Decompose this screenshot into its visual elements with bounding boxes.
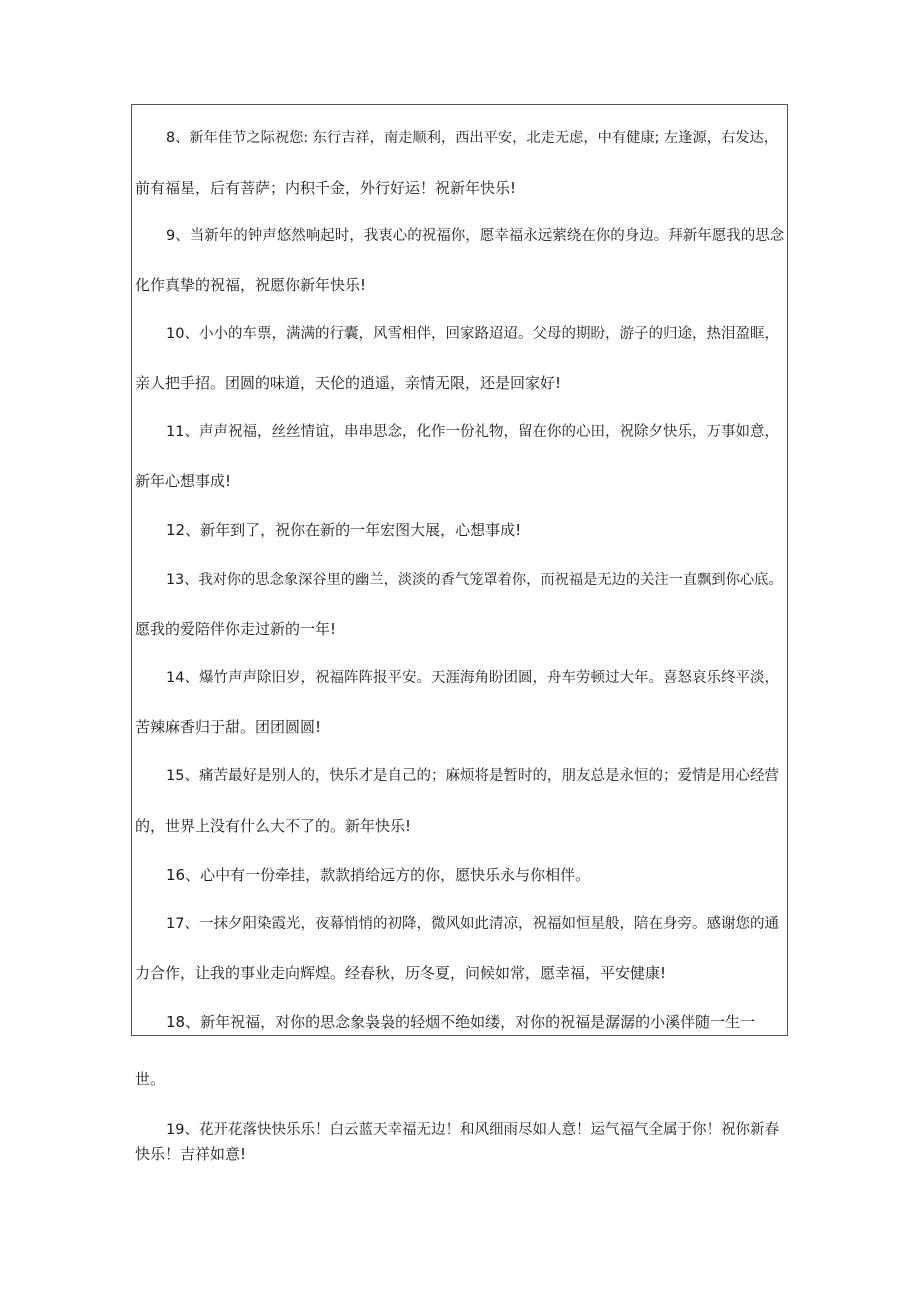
paragraph-8-line-1: 8、新年佳节之际祝您: 东行吉祥，南走顺利，西出平安，北走无虑，中有健康; 左逢源，右发达，: [166, 130, 778, 146]
paragraph-15-line-2: 的，世界上没有什么大不了的。新年快乐!: [135, 817, 412, 835]
paragraph-17-line-2: 力合作，让我的事业走向辉煌。经春秋，历冬夏，问候如常，愿幸福，平安健康!: [135, 964, 667, 982]
paragraph-12-line-1: 12、新年到了，祝你在新的一年宏图大展，心想事成!: [166, 521, 522, 539]
paragraph-13-line-1: 13、我对你的思念象深谷里的幽兰，淡淡的香气笼罩着你，而祝福是无边的关注一直飘到你心底。: [166, 572, 783, 588]
paragraph-8-line-2: 前有福星，后有菩萨；内积千金，外行好运！祝新年快乐!: [135, 179, 517, 197]
paragraph-19-line-1: 19、花开花落快快乐乐！白云蓝天幸福无边！和风细雨尽如人意！运气福气全属于你！祝你新春: [166, 1122, 779, 1138]
paragraph-9-line-2: 化作真挚的祝福，祝愿你新年快乐!: [135, 276, 367, 294]
paragraph-18-line-2: 世。: [135, 1070, 166, 1088]
paragraph-17-line-1: 17、一抹夕阳染霞光，夜幕悄悄的初降，微风如此清凉，祝福如恒星般，陪在身旁。感谢您的通: [166, 916, 779, 932]
paragraph-10-line-1: 10、小小的车票，满满的行囊，风雪相伴，回家路迢迢。父母的期盼，游子的归途，热泪盈眶，: [166, 326, 779, 342]
paragraph-11-line-1: 11、声声祝福，丝丝情谊，串串思念，化作一份礼物，留在你的心田，祝除夕快乐，万事如意，: [166, 424, 779, 440]
paragraph-14-line-2: 苦辣麻香归于甜。团团圆圆!: [135, 718, 322, 736]
paragraph-9-line-1: 9、当新年的钟声悠然响起时，我衷心的祝福你，愿幸福永远萦绕在你的身边。拜新年愿我的思念: [166, 228, 785, 244]
paragraph-15-line-1: 15、痛苦最好是别人的，快乐才是自己的；麻烦将是暂时的，朋友总是永恒的；爱情是用心经营: [166, 768, 779, 784]
paragraph-13-line-2: 愿我的爱陪伴你走过新的一年!: [135, 620, 337, 638]
paragraph-18-line-1: 18、新年祝福，对你的思念象袅袅的轻烟不绝如缕，对你的祝福是潺潺的小溪伴随一生一: [166, 1013, 756, 1031]
paragraph-19-line-2: 快乐！吉祥如意!: [135, 1145, 247, 1163]
paragraph-10-line-2: 亲人把手招。团圆的味道，天伦的逍遥，亲情无限，还是回家好!: [135, 374, 562, 392]
paragraph-14-line-1: 14、爆竹声声除旧岁，祝福阵阵报平安。天涯海角盼团圆，舟车劳顿过大年。喜怒哀乐终平淡，: [166, 670, 779, 686]
paragraph-16-line-1: 16、心中有一份牵挂，款款捎给远方的你，愿快乐永与你相伴。: [166, 866, 591, 884]
paragraph-11-line-2: 新年心想事成!: [135, 472, 232, 490]
